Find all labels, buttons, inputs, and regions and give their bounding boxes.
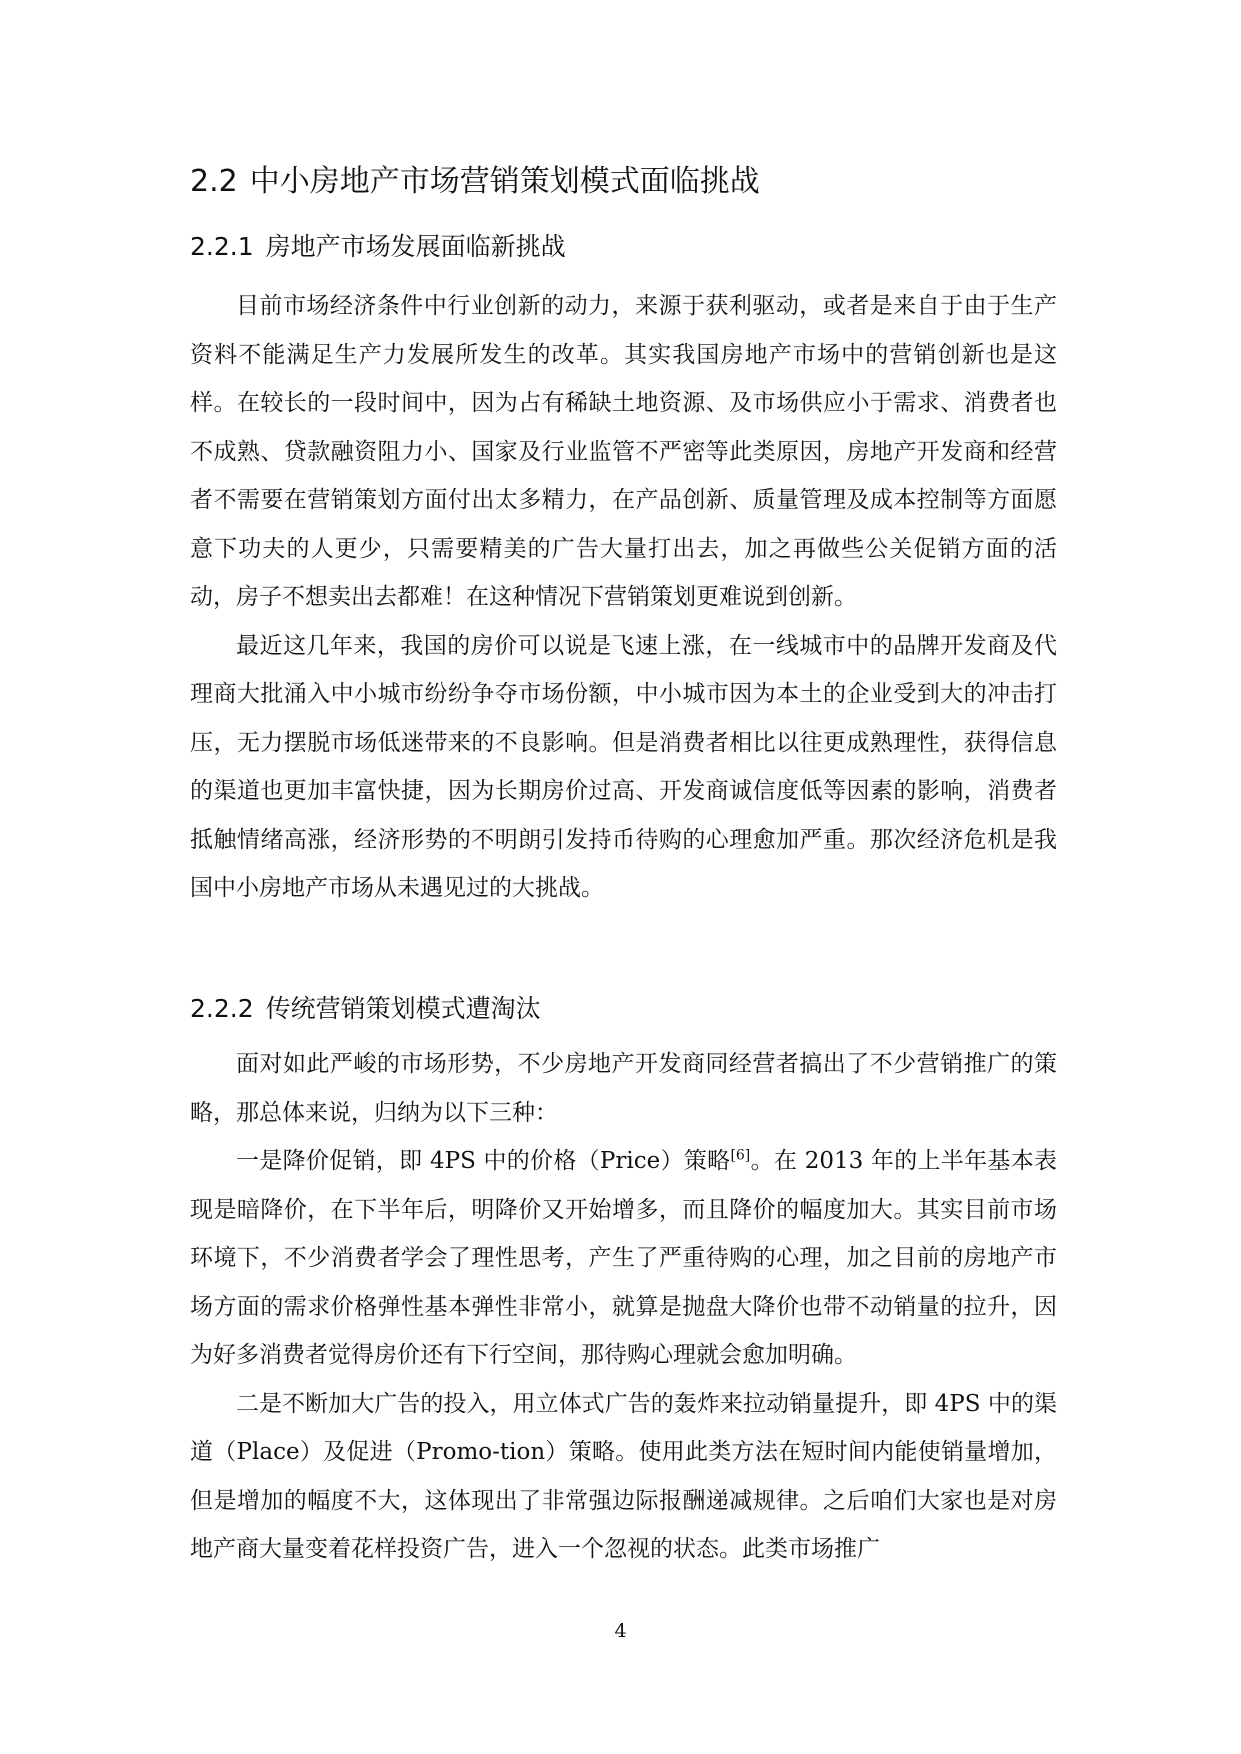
page-number: 4 bbox=[614, 1620, 627, 1642]
paragraph: 二是不断加大广告的投入，用立体式广告的轰炸来拉动销量提升，即 4PS 中的渠道（Place）及促进（Promo-tion）策略。使用此类方法在短时间内能使销量增加，但是增加的幅度不大，这体现出了非常强边际报酬递减规律。之后咱们大家也是对房地产商大量变着花样投资广告，进入一个忽视的状态。此类市场推广 bbox=[190, 1390, 1057, 1562]
subsection-heading-1 bbox=[190, 227, 566, 267]
citation-reference: [6] bbox=[730, 1147, 751, 1164]
paragraph-text: 一是降价促销，即 4PS 中的价格（Price）策略 bbox=[236, 1148, 731, 1174]
paragraph: 最近这几年来，我国的房价可以说是飞速上涨，在一线城市中的品牌开发商及代理商大批涌入中小城市纷纷争夺市场份额，中小城市因为本土的企业受到大的冲击打压，无力摆脱市场低迷带来的不良影响。但是消费者相比以往更成熟理性，获得信息的渠道也更加丰富快捷，因为长期房价过高、开发商诚信度低等因素的影响，消费者抵触情绪高涨，经济形势的不明朗引发持币待购的心理愈加严重。那次经济危机是我国中小房地产市场从未遇见过的大挑战。 bbox=[190, 632, 1057, 901]
subsection-number-2: 2.2.2 bbox=[190, 994, 254, 1023]
subsection-number-1: 2.2.1 bbox=[190, 232, 254, 261]
subsection-title-2: 传统营销策划模式遭淘汰 bbox=[265, 994, 541, 1023]
section-number: 2.2 bbox=[190, 164, 238, 199]
paragraph: 目前市场经济条件中行业创新的动力，来源于获利驱动，或者是来自于由于生产资料不能满足生产力发展所发生的改革。其实我国房地产市场中的营销创新也是这样。在较长的一段时间中，因为占有稀缺土地资源、及市场供应小于需求、消费者也不成熟、贷款融资阻力小、国家及行业监管不严密等此类原因，房地产开发商和经营者不需要在营销策划方面付出太多精力，在产品创新、质量管理及成本控制等方面愿意下功夫的人更少，只需要精美的广告大量打出去，加之再做些公关促销方面的活动，房子不想卖出去都难！在这种情况下营销策划更难说到创新。 bbox=[190, 293, 1057, 610]
paragraph-text: 。在 2013 年的上半年基本表现是暗降价，在下半年后，明降价又开始增多，而且降价的幅度加大。其实目前市场环境下，不少消费者学会了理性思考，产生了严重待购的心理，加之目前的房地产市场方面的需求价格弹性基本弹性非常小，就算是抛盘大降价也带不动销量的拉升，因为好多消费者觉得房价还有下行空间，那待购心理就会愈加明确。 bbox=[190, 1148, 1057, 1368]
paragraph: 面对如此严峻的市场形势，不少房地产开发商同经营者搞出了不少营销推广的策略，那总体来说，归纳为以下三种： bbox=[190, 1051, 1057, 1126]
subsection-heading-2 bbox=[190, 989, 541, 1029]
section-heading bbox=[190, 160, 760, 204]
subsection-title-1: 房地产市场发展面临新挑战 bbox=[265, 232, 566, 261]
paragraph-with-citation bbox=[190, 1137, 1057, 1380]
section-title: 中小房地产市场营销策划模式面临挑战 bbox=[249, 164, 760, 199]
subsection-1-body bbox=[190, 282, 1057, 913]
subsection-2-body bbox=[190, 1040, 1057, 1574]
